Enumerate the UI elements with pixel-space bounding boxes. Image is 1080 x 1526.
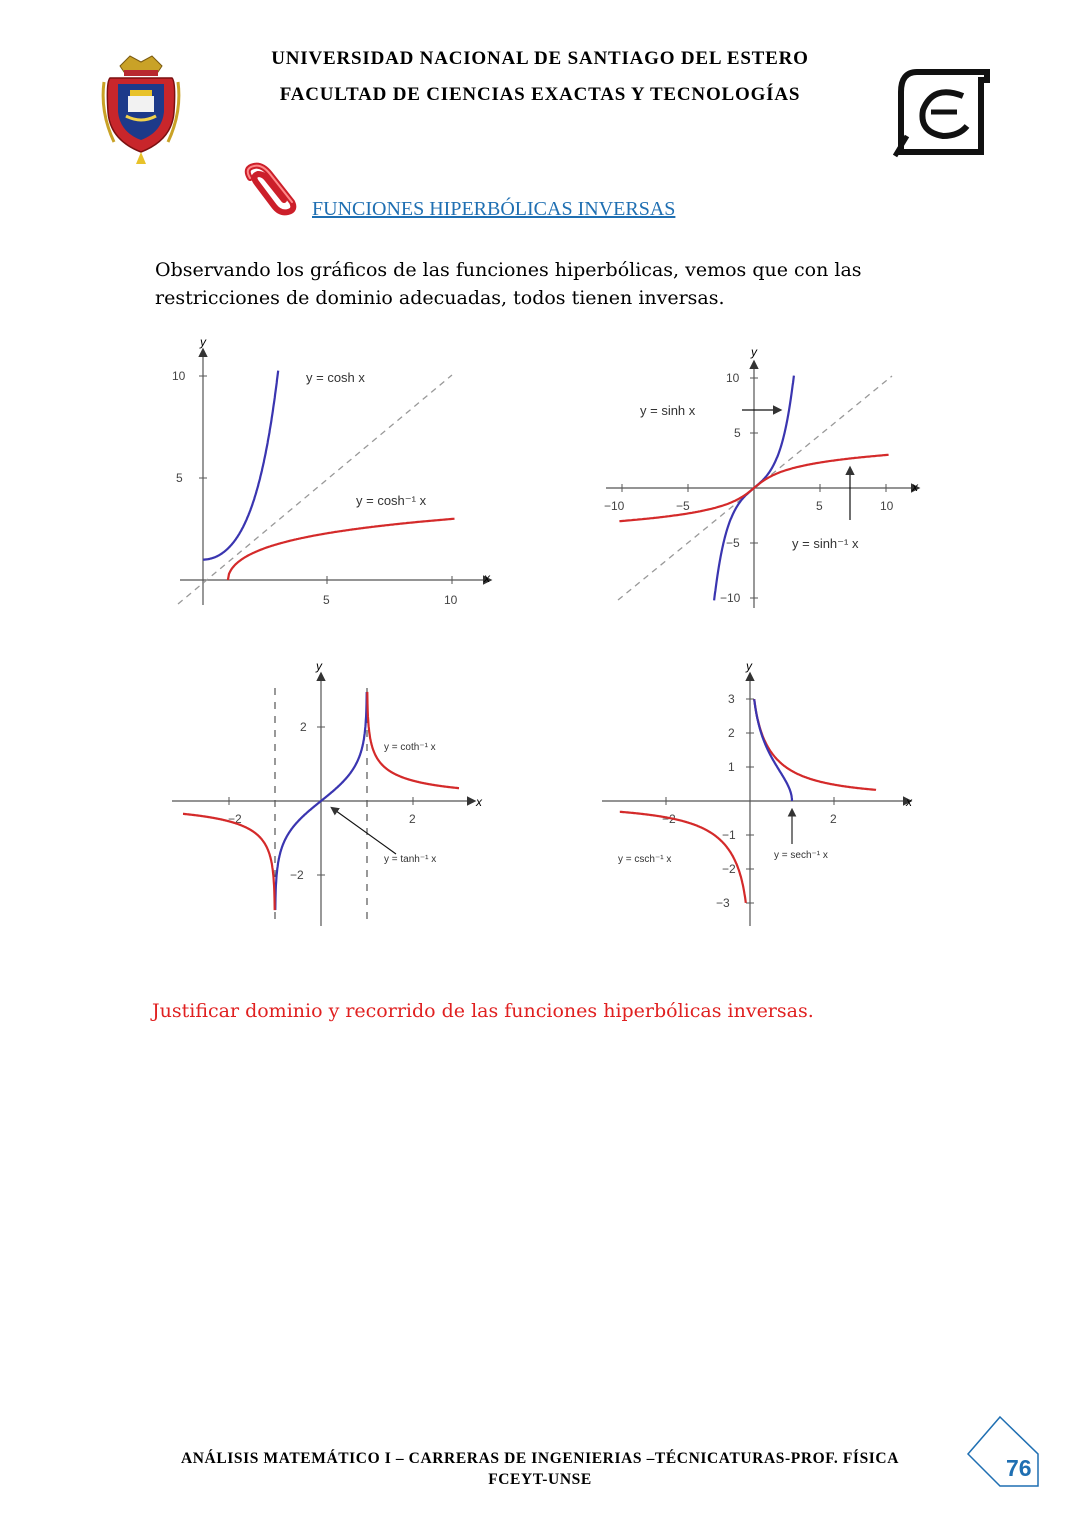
footer-institution: FCEYT-UNSE — [488, 1471, 592, 1488]
y-tick-neg2: −2 — [290, 868, 304, 882]
y-tick-2: 2 — [728, 726, 735, 740]
y-tick-2: 2 — [300, 720, 307, 734]
y-tick-neg2: −2 — [722, 862, 736, 876]
identity-line — [178, 375, 452, 604]
y-axis-label: y — [746, 659, 752, 673]
footer-course: ANÁLISIS MATEMÁTICO I – CARRERAS DE INGENIERIAS –TÉCNICATURAS-PROF. FÍSICA — [180, 1450, 900, 1467]
chart-cosh — [160, 330, 500, 610]
x-tick-2: 2 — [830, 812, 837, 826]
university-crest-icon — [100, 52, 182, 168]
chart-tanh-coth — [168, 658, 498, 928]
x-axis-label: x — [476, 795, 482, 809]
label-acosh: y = cosh⁻¹ x — [356, 493, 427, 508]
y-tick-1: 1 — [728, 760, 735, 774]
y-tick-10: 10 — [726, 371, 740, 385]
y-axis-label: y — [751, 345, 757, 359]
x-tick-10: 10 — [880, 499, 894, 513]
cosh-curve — [203, 371, 278, 560]
y-tick-neg3: −3 — [716, 896, 730, 910]
x-tick-5: 5 — [816, 499, 823, 513]
y-tick-neg5: −5 — [726, 536, 740, 550]
y-axis-label: y — [200, 335, 206, 349]
chart-sinh — [596, 340, 936, 616]
y-tick-neg10: −10 — [720, 591, 741, 605]
label-atanh: y = tanh⁻¹ x — [384, 854, 437, 865]
x-axis-label: x — [484, 571, 490, 585]
asech-curve — [754, 699, 792, 801]
task-instruction: Justificar dominio y recorrido de las funciones hiperbólicas inversas. — [152, 1000, 814, 1022]
x-tick-neg10: −10 — [604, 499, 625, 513]
x-axis-label: x — [906, 795, 912, 809]
y-tick-10: 10 — [172, 369, 186, 383]
label-asinh: y = sinh⁻¹ x — [792, 536, 859, 551]
acoth-curve-left — [183, 814, 275, 910]
x-tick-5: 5 — [323, 593, 330, 607]
faculty-logo-icon — [893, 66, 993, 162]
faculty-name: FACULTAD DE CIENCIAS EXACTAS Y TECNOLOGÍAS — [279, 84, 801, 105]
label-sinh: y = sinh x — [640, 403, 696, 418]
page-number-badge — [964, 1414, 1044, 1490]
acoth-curve-right — [367, 692, 459, 788]
label-acoth: y = coth⁻¹ x — [384, 742, 436, 753]
y-tick-neg1: −1 — [722, 828, 736, 842]
y-tick-5: 5 — [176, 471, 183, 485]
y-tick-3: 3 — [728, 692, 735, 706]
label-acsch: y = csch⁻¹ x — [618, 854, 672, 865]
x-tick-neg2: −2 — [662, 812, 676, 826]
x-tick-neg2: −2 — [228, 812, 242, 826]
university-name: UNIVERSIDAD NACIONAL DE SANTIAGO DEL ESTERO — [271, 48, 809, 69]
x-tick-10: 10 — [444, 593, 458, 607]
acosh-curve — [228, 519, 455, 580]
x-axis-label: x — [912, 480, 918, 494]
paperclip-icon — [238, 160, 302, 218]
page-number: 76 — [1006, 1455, 1032, 1481]
label-asech: y = sech⁻¹ x — [774, 850, 828, 861]
section-title-link[interactable]: FUNCIONES HIPERBÓLICAS INVERSAS — [312, 198, 676, 220]
x-tick-neg5: −5 — [676, 499, 690, 513]
y-tick-5: 5 — [734, 426, 741, 440]
chart-sech-csch — [598, 658, 928, 928]
intro-paragraph: Observando los gráficos de las funciones hiperbólicas, vemos que con las restricciones de dominio adecuadas, todos tienen inversas. — [155, 259, 862, 309]
arrow-atanh — [332, 808, 396, 854]
acsch-curve-right — [754, 699, 876, 790]
label-cosh: y = cosh x — [306, 370, 365, 385]
x-tick-2: 2 — [409, 812, 416, 826]
y-axis-label: y — [316, 659, 322, 673]
